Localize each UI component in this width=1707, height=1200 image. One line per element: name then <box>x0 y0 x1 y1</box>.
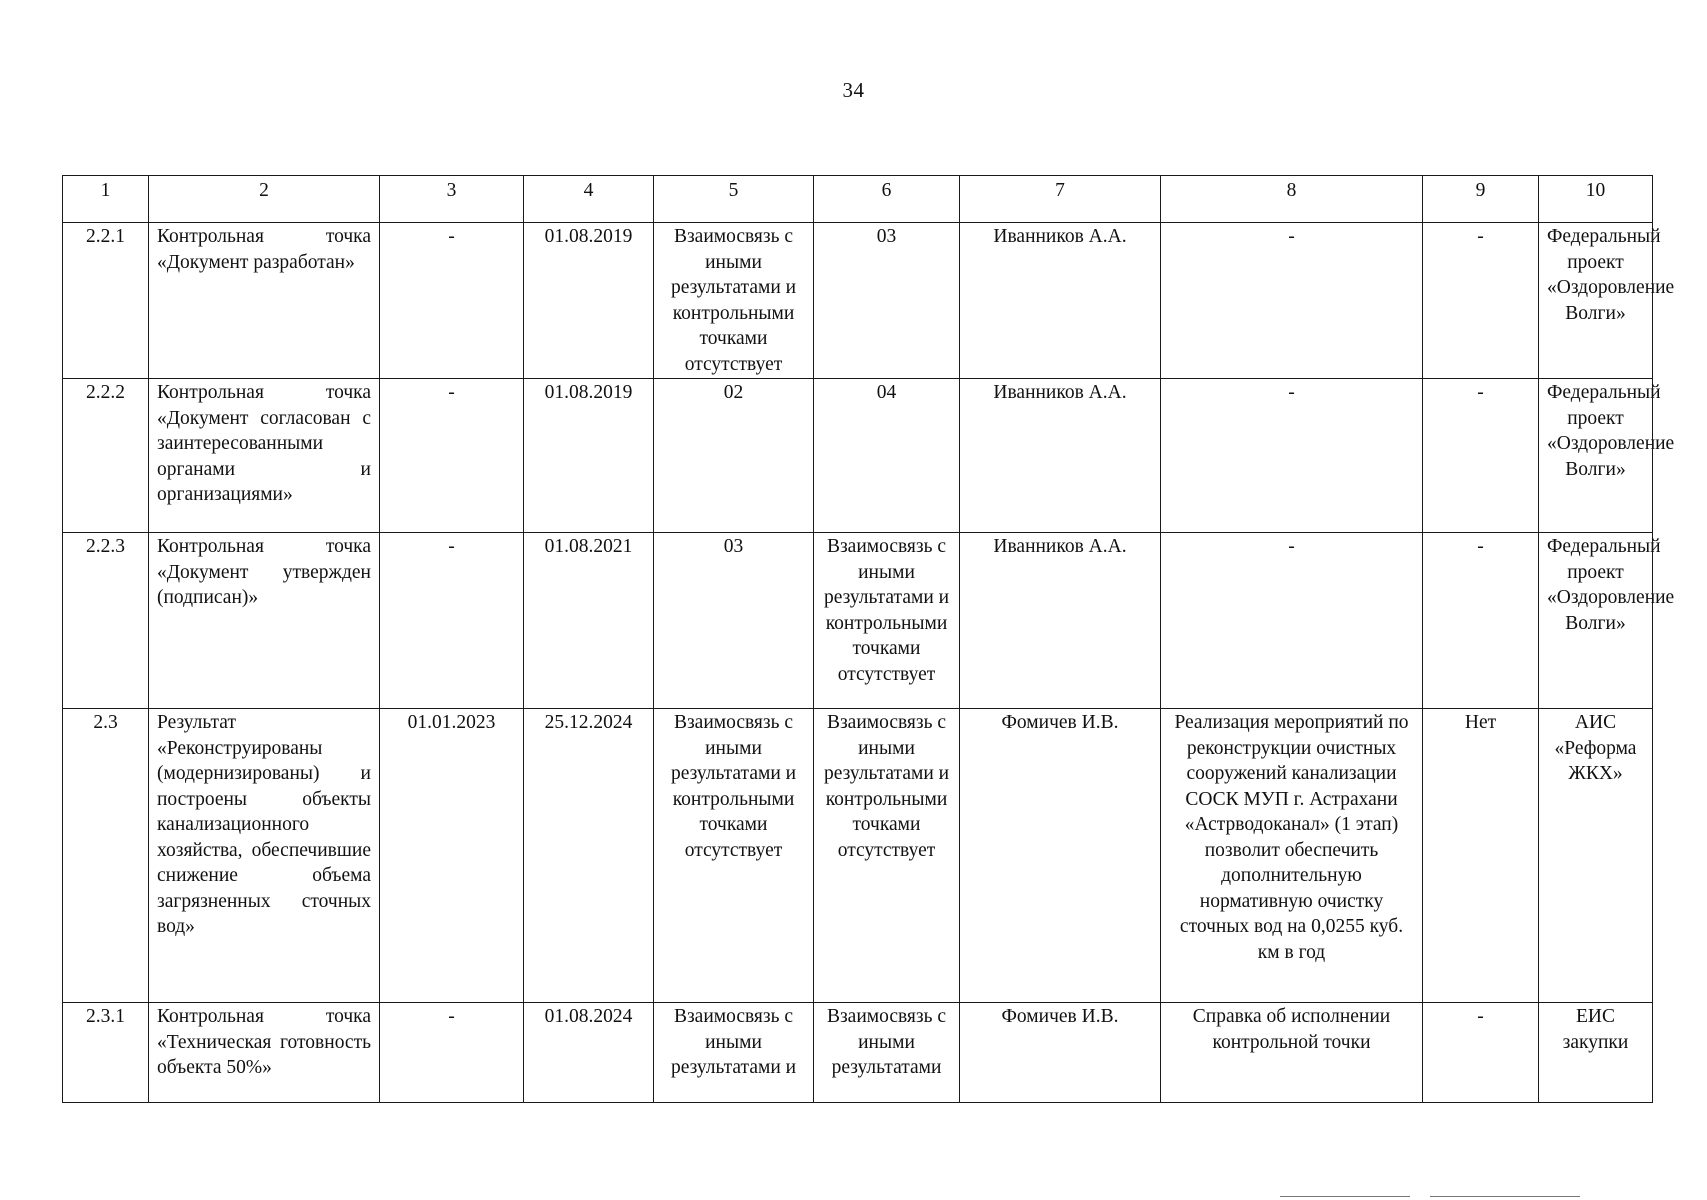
row-start-date: - <box>380 533 524 709</box>
column-header: 1 <box>63 176 149 223</box>
row-code: 2.2.2 <box>63 379 149 533</box>
row-description: Реализация мероприятий по реконструкции очистных сооружений канализации СОСК МУП г. Астрахани «Астрводоканал» (1 этап) позволит обеспечить дополнительную нормативную очистку сточных вод на 0,0255 куб. км в год <box>1161 709 1423 1003</box>
row-successor: Взаимосвязь с иными результатами и контрольными точками отсутствует <box>814 533 960 709</box>
table-row <box>63 533 1653 709</box>
row-description: - <box>1161 223 1423 379</box>
row-end-date: 01.08.2024 <box>524 1003 654 1103</box>
row-start-date: - <box>380 1003 524 1103</box>
row-start-date: 01.01.2023 <box>380 709 524 1003</box>
row-predecessor: Взаимосвязь с иными результатами и контрольными точками отсутствует <box>654 223 814 379</box>
row-code: 2.3.1 <box>63 1003 149 1103</box>
row-name: Контрольная точка «Документ согласован с заинтересованными органами и организациями» <box>149 379 380 533</box>
column-header: 5 <box>654 176 814 223</box>
row-predecessor: 03 <box>654 533 814 709</box>
row-code: 2.3 <box>63 709 149 1003</box>
footer-line <box>1430 1196 1580 1197</box>
column-header: 7 <box>960 176 1161 223</box>
row-responsible: Иванников А.А. <box>960 379 1161 533</box>
row-name: Контрольная точка «Документ разработан» <box>149 223 380 379</box>
row-responsible: Фомичев И.В. <box>960 709 1161 1003</box>
row-info-system: Федеральный проект «Оздоровление Волги» <box>1539 379 1653 533</box>
row-info-system: Федеральный проект «Оздоровление Волги» <box>1539 533 1653 709</box>
row-level-control: Нет <box>1423 709 1539 1003</box>
table-row <box>63 223 1653 379</box>
row-end-date: 25.12.2024 <box>524 709 654 1003</box>
row-successor: 03 <box>814 223 960 379</box>
row-end-date: 01.08.2019 <box>524 379 654 533</box>
row-code: 2.2.1 <box>63 223 149 379</box>
row-info-system: АИС «Реформа ЖКХ» <box>1539 709 1653 1003</box>
row-predecessor: 02 <box>654 379 814 533</box>
row-predecessor: Взаимосвязь с иными результатами и контрольными точками отсутствует <box>654 709 814 1003</box>
row-name: Контрольная точка «Техническая готовность объекта 50%» <box>149 1003 380 1103</box>
row-description: - <box>1161 379 1423 533</box>
row-successor: 04 <box>814 379 960 533</box>
control-points-table <box>62 175 1675 1103</box>
row-level-control: - <box>1423 379 1539 533</box>
row-name: Контрольная точка «Документ утвержден (подписан)» <box>149 533 380 709</box>
row-code: 2.2.3 <box>63 533 149 709</box>
row-name: Результат «Реконструированы (модернизированы) и построены объекты канализационного хозяйства, обеспечившие снижение объема загрязненных сточных вод» <box>149 709 380 1003</box>
row-successor: Взаимосвязь с иными результатами и контрольными точками отсутствует <box>814 709 960 1003</box>
row-start-date: - <box>380 379 524 533</box>
row-description: - <box>1161 533 1423 709</box>
footer-line <box>1280 1196 1410 1197</box>
row-end-date: 01.08.2019 <box>524 223 654 379</box>
row-responsible: Иванников А.А. <box>960 223 1161 379</box>
row-start-date: - <box>380 223 524 379</box>
row-level-control: - <box>1423 1003 1539 1103</box>
column-header: 8 <box>1161 176 1423 223</box>
column-header: 2 <box>149 176 380 223</box>
column-header: 4 <box>524 176 654 223</box>
row-info-system: Федеральный проект «Оздоровление Волги» <box>1539 223 1653 379</box>
column-header: 10 <box>1539 176 1653 223</box>
row-predecessor: Взаимосвязь с иными результатами и <box>654 1003 814 1103</box>
row-level-control: - <box>1423 223 1539 379</box>
table-row <box>63 1003 1653 1103</box>
page-number: 34 <box>842 78 865 102</box>
table-row <box>63 379 1653 533</box>
column-number-row <box>63 176 1653 223</box>
table-row <box>63 709 1653 1003</box>
row-description: Справка об исполнении контрольной точки <box>1161 1003 1423 1103</box>
row-successor: Взаимосвязь с иными результатами <box>814 1003 960 1103</box>
column-header: 9 <box>1423 176 1539 223</box>
row-end-date: 01.08.2021 <box>524 533 654 709</box>
column-header: 3 <box>380 176 524 223</box>
row-responsible: Фомичев И.В. <box>960 1003 1161 1103</box>
row-info-system: ЕИС закупки <box>1539 1003 1653 1103</box>
row-level-control: - <box>1423 533 1539 709</box>
column-header: 6 <box>814 176 960 223</box>
row-responsible: Иванников А.А. <box>960 533 1161 709</box>
